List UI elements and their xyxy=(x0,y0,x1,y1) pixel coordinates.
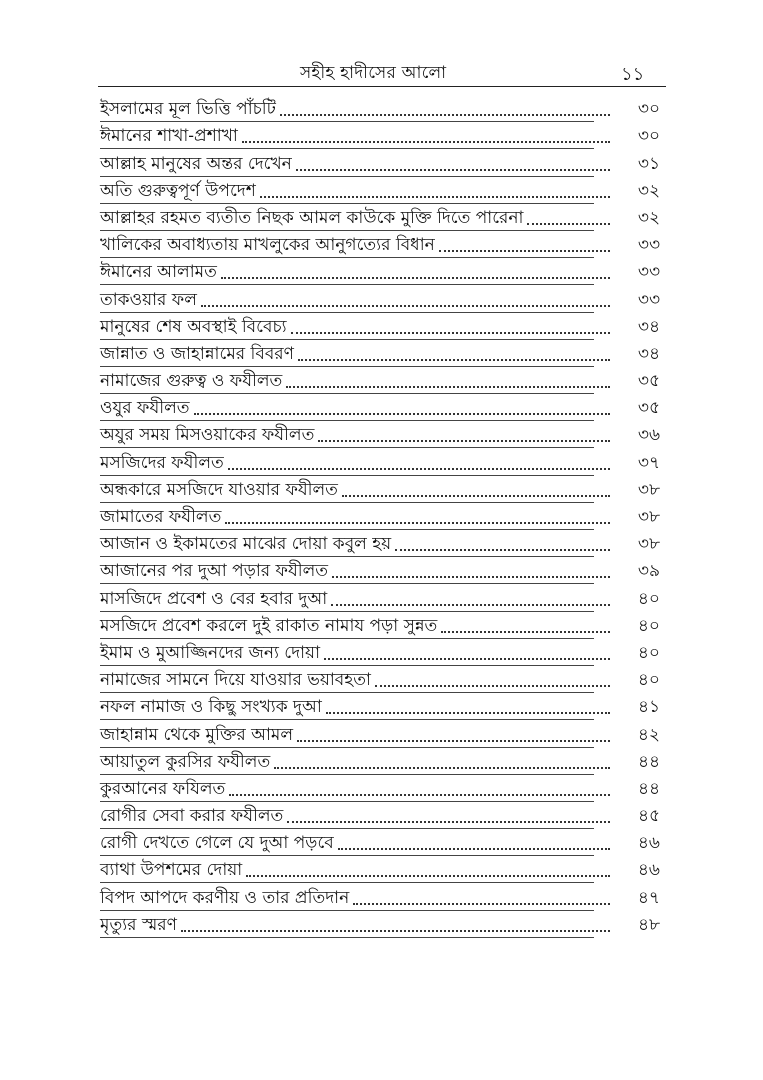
toc-entry-title: জান্নাত ও জাহান্নামের বিবরণ xyxy=(100,343,294,364)
toc-entry xyxy=(100,367,662,394)
toc-entry xyxy=(100,748,662,775)
dot-leader xyxy=(353,899,610,905)
dot-leader xyxy=(298,355,610,361)
dot-leader xyxy=(225,518,610,524)
toc-entry-page: ৪৮ xyxy=(637,914,660,935)
toc-entry-page: ৪৪ xyxy=(637,751,660,772)
toc-entry xyxy=(100,258,662,285)
dot-leader xyxy=(201,301,610,307)
dot-leader xyxy=(527,219,610,225)
toc-entry-title: আজানের পর দুআ পড়ার ফযীলত xyxy=(100,561,329,582)
toc-entry xyxy=(100,149,662,176)
dot-leader xyxy=(439,246,610,252)
toc-entry-title: অতি গুরুত্বপূর্ণ উপদেশ xyxy=(100,180,256,201)
toc-entry xyxy=(100,720,662,747)
dot-leader xyxy=(324,654,610,660)
toc-entry-title: ঈমানের শাখা-প্রশাখা xyxy=(100,126,238,147)
toc-entry xyxy=(100,394,662,421)
toc-entry-title: ব্যাথা উপশমের দোয়া xyxy=(100,860,243,881)
dot-leader xyxy=(181,926,610,932)
toc-entry-page: ৩৭ xyxy=(637,452,660,473)
toc-entry-title: মাসজিদে প্রবেশ ও বের হবার দুআ xyxy=(100,588,328,609)
toc-entry-title: ইসলামের মূল ভিত্তি পাঁচটি xyxy=(100,99,276,120)
toc-entry xyxy=(100,530,662,557)
book-title: সহীহ হাদীসের আলো xyxy=(300,63,447,83)
toc-entry-title: জামাতের ফযীলত xyxy=(100,507,222,527)
toc-entry-page: ৪০ xyxy=(637,670,660,691)
toc-entry-page: ৪৫ xyxy=(637,806,660,827)
toc-entry-title: অযুর সময় মিসওয়াকের ফযীলত xyxy=(100,425,315,446)
toc-entry-page: ৩৮ xyxy=(637,479,660,500)
toc-entry-title: মসজিদের ফযীলত xyxy=(100,452,224,473)
toc-entry-page: ৪৬ xyxy=(637,860,660,881)
toc-entry xyxy=(100,693,662,720)
toc-entry xyxy=(100,883,662,910)
dot-leader xyxy=(296,165,610,171)
toc-entry-title: মৃত্যুর স্মরণ xyxy=(100,914,177,935)
toc-entry-title: ইমাম ও মুআজ্জিনদের জন্য দোয়া xyxy=(100,642,321,663)
toc-entry-page: ৩৩ xyxy=(637,262,660,283)
dot-leader xyxy=(274,763,610,769)
dot-leader xyxy=(318,436,610,442)
toc-entry-page: ৩০ xyxy=(637,126,660,147)
toc-entry-title: আজান ও ইকামতের মাঝের দোয়া কবুল হয় xyxy=(100,534,392,555)
dot-leader xyxy=(441,627,610,633)
toc-entry-title: কুরআনের ফযিলত xyxy=(100,778,226,799)
toc-entry-title: মসজিদে প্রবেশ করলে দুই রাকাত নামায পড়া সুন্নত xyxy=(100,615,438,636)
page-number: ১১ xyxy=(621,64,645,85)
toc-entry-page: ৪১ xyxy=(637,697,660,718)
toc-entry-title: অন্ধকারে মসজিদে যাওয়ার ফযীলত xyxy=(100,479,338,500)
toc-entry-page: ৪০ xyxy=(637,615,660,636)
toc-entry-page: ৩৬ xyxy=(637,425,660,446)
toc-entry xyxy=(100,476,662,503)
toc-entry xyxy=(100,584,662,611)
entry-underline xyxy=(100,937,594,938)
dot-leader xyxy=(242,137,610,143)
dot-leader xyxy=(194,409,610,415)
toc-entry-page: ৩১ xyxy=(637,153,660,174)
toc-entry-title: তাকওয়ার ফল xyxy=(100,289,197,310)
toc-entry xyxy=(100,856,662,883)
toc-entry-page: ৩২ xyxy=(637,207,660,228)
toc-entry-page: ৪৪ xyxy=(637,778,660,799)
toc-entry xyxy=(100,503,662,530)
toc-entry-page: ৩৪ xyxy=(637,316,660,337)
toc-entry-page: ৩০ xyxy=(637,99,660,120)
header-rule xyxy=(98,86,666,87)
toc-entry xyxy=(100,911,662,938)
toc-entry-title: নফল নামাজ ও কিছু সংখ্যক দুআ xyxy=(100,697,322,718)
toc-entry-page: ৪৭ xyxy=(637,887,660,908)
toc-entry-page: ৩৫ xyxy=(637,371,660,392)
toc-entry xyxy=(100,802,662,829)
toc-entry xyxy=(100,95,662,122)
toc-entry-title: আল্লাহর রহমত ব্যতীত নিছক আমল কাউকে মুক্তি দিতে পারেনা xyxy=(100,207,524,228)
dot-leader xyxy=(338,844,610,850)
toc-entry xyxy=(100,231,662,258)
dot-leader xyxy=(342,491,610,497)
toc-entry-page: ৪২ xyxy=(637,724,660,745)
toc-entry xyxy=(100,313,662,340)
toc-entry-title: ওযুর ফযীলত xyxy=(100,398,190,419)
toc-entry-page: ৩৮ xyxy=(637,534,660,555)
toc-entry xyxy=(100,285,662,312)
dot-leader xyxy=(287,817,610,823)
toc-entry xyxy=(100,177,662,204)
dot-leader xyxy=(260,192,610,198)
toc-entry-page: ৩৯ xyxy=(637,561,660,582)
toc-entry-title: ঈমানের আলামত xyxy=(100,262,217,283)
toc-entry-page: ৪০ xyxy=(637,588,660,609)
toc-entry xyxy=(100,666,662,693)
dot-leader xyxy=(331,600,610,606)
toc-entry xyxy=(100,612,662,639)
dot-leader xyxy=(326,708,610,714)
toc-entry-page: ৩৪ xyxy=(637,343,660,364)
toc-entry-title: রোগী দেখতে গেলে যে দুআ পড়বে xyxy=(100,833,334,854)
toc-entry-title: বিপদ আপদে করণীয় ও তার প্রতিদান xyxy=(100,887,350,908)
toc-entry xyxy=(100,122,662,149)
toc-entry xyxy=(100,421,662,448)
toc-entry xyxy=(100,448,662,475)
table-of-contents xyxy=(100,95,662,938)
toc-entry-page: ৪৬ xyxy=(637,833,660,854)
dot-leader xyxy=(297,736,610,742)
toc-entry-page: ৩৫ xyxy=(637,398,660,419)
dot-leader xyxy=(229,790,610,796)
toc-entry xyxy=(100,639,662,666)
dot-leader xyxy=(286,382,610,388)
toc-entry-page: ৩৮ xyxy=(637,507,660,527)
toc-entry xyxy=(100,829,662,856)
toc-entry xyxy=(100,557,662,584)
dot-leader xyxy=(221,273,610,279)
toc-entry xyxy=(100,340,662,367)
toc-entry-page: ৩৩ xyxy=(637,289,660,310)
toc-entry-title: রোগীর সেবা করার ফযীলত xyxy=(100,806,284,827)
toc-entry-title: আয়াতুল কুরসির ফযীলত xyxy=(100,751,271,772)
dot-leader xyxy=(291,328,610,334)
running-header xyxy=(0,58,763,88)
dot-leader xyxy=(228,464,610,470)
toc-entry-page: ৪০ xyxy=(637,642,660,663)
toc-entry-title: জাহান্নাম থেকে মুক্তির আমল xyxy=(100,724,294,745)
dot-leader xyxy=(246,871,610,877)
toc-entry-title: খালিকের অবাধ্যতায় মাখলুকের আনুগত্যের বিধান xyxy=(100,235,435,256)
toc-entry-title: নামাজের সামনে দিয়ে যাওয়ার ভয়াবহতা xyxy=(100,670,371,691)
toc-entry-page: ৩২ xyxy=(637,180,660,201)
dot-leader xyxy=(375,681,610,687)
toc-entry-title: আল্লাহ মানুষের অন্তর দেখেন xyxy=(100,153,292,174)
toc-entry-title: নামাজের গুরুত্ব ও ফযীলত xyxy=(100,371,283,392)
dot-leader xyxy=(395,545,610,551)
toc-entry xyxy=(100,775,662,802)
dot-leader xyxy=(280,110,610,116)
toc-entry-title: মানুষের শেষ অবস্থাই বিবেচ্য xyxy=(100,316,287,337)
dot-leader xyxy=(332,572,610,578)
toc-entry xyxy=(100,204,662,231)
toc-entry-page: ৩৩ xyxy=(637,235,660,256)
